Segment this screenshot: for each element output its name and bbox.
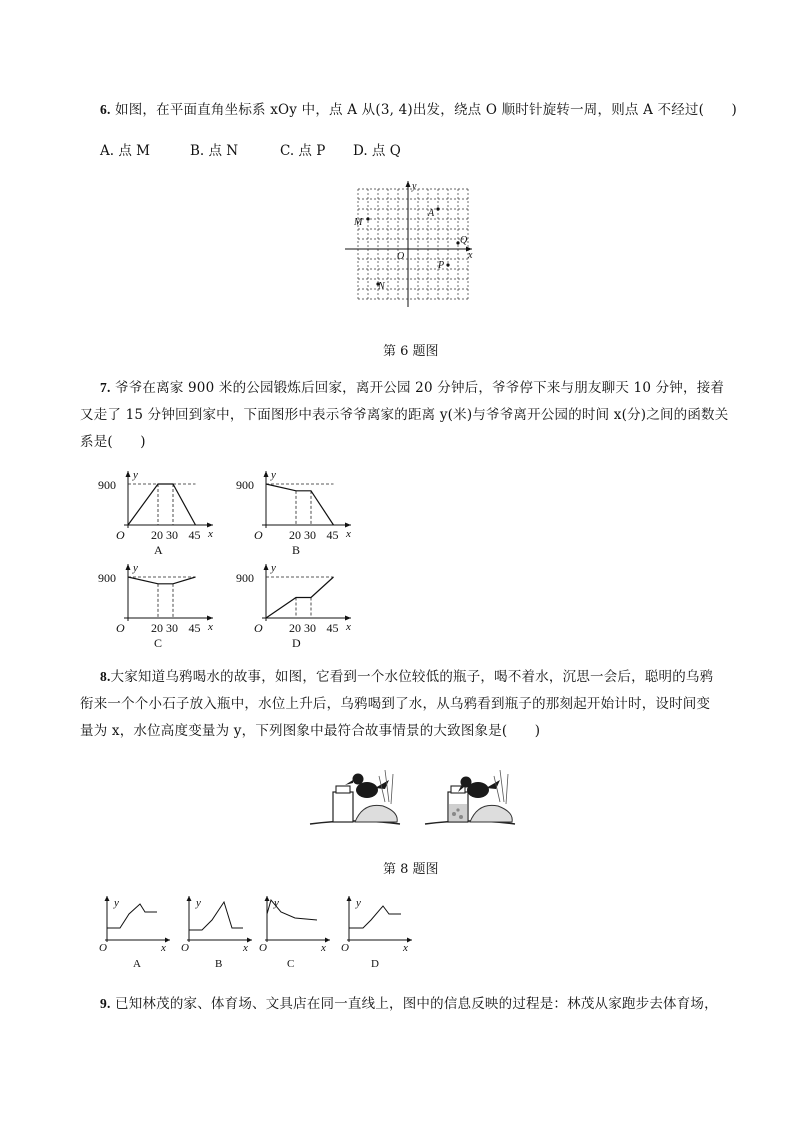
q7-b-option-label: B (292, 543, 301, 557)
q6-number: 6. (100, 102, 111, 117)
q8-b-x-label: x (243, 942, 248, 954)
q7-graph-b (236, 469, 351, 557)
q7-b-origin-label: O (254, 528, 263, 542)
bottle-icon (333, 792, 353, 822)
q7-b-x-label: x (346, 528, 351, 540)
q6-coordinate-figure (340, 175, 480, 310)
q7-d-function-line (266, 577, 334, 618)
q8-a-y-label: y (114, 897, 119, 909)
q7-d-x-tick-30: 30 (304, 621, 316, 635)
crow-scene-right (425, 770, 515, 824)
q6-point-m-label: M (354, 217, 363, 228)
q8-line-1 (100, 663, 760, 691)
q7-text-1: 爷爷在离家 900 米的公园锻炼后回家，离开公园 20 分钟后，爷爷停下来与朋友聊天 10 分钟，接着 (115, 380, 725, 396)
q6-point-m (366, 217, 369, 220)
q7-b-x-tick-45: 45 (326, 528, 339, 542)
q8-graph-b (181, 896, 252, 970)
q8-b-origin: O (181, 942, 189, 954)
q7-b-x-tick-30: 30 (304, 528, 316, 542)
q8-graph-d (341, 896, 412, 970)
q6-text: 如图，在平面直角坐标系 xOy 中，点 A 从(3, 4)出发，绕点 O 顺时针旋转一周，则点 A 不经过( ) (115, 102, 737, 118)
rock-icon (355, 805, 397, 822)
q8-a-x-label: x (161, 942, 166, 954)
q6-point-q-label: Q (460, 235, 468, 246)
q7-b-function-line (266, 484, 334, 525)
q8-c-x-label: x (321, 942, 326, 954)
q7-d-option-label: D (292, 636, 301, 650)
q7-a-y-label: y (133, 469, 138, 481)
q7-c-function-line (128, 577, 196, 584)
q7-a-y-tick-900: 900 (98, 478, 116, 492)
q7-d-y-tick-900: 900 (236, 571, 254, 585)
q8-crow-illustration (305, 762, 525, 832)
q7-stem (80, 374, 760, 456)
q8-d-y-label: y (356, 897, 361, 909)
q8-graph-a (99, 896, 170, 970)
q7-c-x-tick-20: 20 (151, 621, 163, 635)
q8-d-origin: O (341, 942, 349, 954)
q8-a-origin: O (99, 942, 107, 954)
q8-graph-c (259, 896, 330, 970)
q7-c-y-label: y (133, 562, 138, 574)
q8-line-3: 量为 x，水位高度变量为 y，下列图象中最符合故事情景的大致图象是( ) (80, 723, 541, 739)
q8-option-a: A (133, 958, 141, 970)
crow-icon (356, 782, 378, 798)
q8-c-y-label: y (274, 897, 279, 909)
q6-option-a: A. 点 M (100, 143, 150, 159)
q8-b-y-label: y (196, 897, 201, 909)
q8-number: 8. (100, 669, 111, 684)
q6-option-d: D. 点 Q (353, 143, 401, 159)
q6-point-a (436, 207, 439, 210)
q6-y-label: y (412, 181, 417, 192)
q6-option-b: B. 点 N (190, 143, 239, 159)
q8-stem (80, 663, 760, 745)
q7-a-x-tick-45: 45 (188, 528, 201, 542)
q7-a-x-arrow-icon (207, 523, 213, 528)
q7-d-y-arrow-icon (264, 564, 269, 570)
q8-d-x-label: x (403, 942, 408, 954)
rock-icon (470, 805, 512, 822)
q8-option-graphs (95, 890, 425, 970)
q7-c-y-tick-900: 900 (98, 571, 116, 585)
q6-point-n-label: N (378, 281, 385, 292)
q7-d-x-label: x (346, 621, 351, 633)
q8-option-b: B (215, 958, 223, 970)
q7-c-x-tick-45: 45 (188, 621, 201, 635)
q6-point-a-label: A (428, 208, 435, 219)
q7-a-x-label: x (208, 528, 213, 540)
q7-b-x-tick-20: 20 (289, 528, 301, 542)
q7-line-1 (100, 374, 760, 402)
q7-d-y-label: y (271, 562, 276, 574)
q6-x-label: x (468, 250, 473, 261)
q7-c-x-tick-30: 30 (166, 621, 178, 635)
q6-caption: 第 6 题图 (383, 344, 439, 359)
q9-stem (100, 990, 760, 1018)
q6-origin-label: O (397, 251, 405, 262)
q9-number: 9. (100, 996, 111, 1011)
q7-line-2: 又走了 15 分钟回到家中，下面图形中表示爷爷离家的距离 y(米)与爷爷离开公园的时间 x(分)之间的函数关 (80, 407, 729, 423)
q7-b-y-label: y (271, 469, 276, 481)
q7-b-y-tick-900: 900 (236, 478, 254, 492)
q6-stem (100, 96, 760, 124)
q7-d-x-arrow-icon (345, 616, 351, 621)
q7-c-x-arrow-icon (207, 616, 213, 621)
q7-graph-d (236, 562, 351, 650)
q7-graphs (95, 465, 370, 655)
q9-text: 已知林茂的家、体育场、文具店在同一直线上，图中的信息反映的过程是：林茂从家跑步去体育场， (115, 996, 718, 1012)
q7-a-function-line (128, 484, 196, 525)
q8-caption: 第 8 题图 (383, 862, 439, 877)
q6-point-p-label: P (438, 260, 445, 271)
q7-graph-c (98, 562, 213, 650)
q7-b-x-arrow-icon (345, 523, 351, 528)
q7-number: 7. (100, 380, 111, 395)
crow-scene-left (310, 770, 400, 824)
q7-d-x-tick-45: 45 (326, 621, 339, 635)
q7-graph-a (98, 469, 213, 557)
q6-y-arrow-icon (406, 181, 411, 187)
q7-line-3: 系是( ) (80, 434, 146, 450)
q7-a-y-arrow-icon (126, 471, 131, 477)
q7-d-origin-label: O (254, 621, 263, 635)
q7-b-y-arrow-icon (264, 471, 269, 477)
q7-c-origin-label: O (116, 621, 125, 635)
q7-c-x-label: x (208, 621, 213, 633)
q7-a-x-tick-20: 20 (151, 528, 163, 542)
q8-option-d: D (371, 958, 379, 970)
q6-point-p (446, 263, 449, 266)
q7-a-x-tick-30: 30 (166, 528, 178, 542)
q8-c-origin: O (259, 942, 267, 954)
q6-option-c: C. 点 P (280, 143, 326, 159)
q8-text-1: 大家知道乌鸦喝水的故事，如图，它看到一个水位较低的瓶子，喝不着水，沉思一会后，聪明的乌鸦 (110, 669, 714, 685)
q7-d-x-tick-20: 20 (289, 621, 301, 635)
q7-c-option-label: C (154, 636, 163, 650)
q8-line-2: 衔来一个个小石子放入瓶中，水位上升后，乌鸦喝到了水，从乌鸦看到瓶子的那刻起开始计时，设时间变 (80, 696, 711, 712)
q7-a-origin-label: O (116, 528, 125, 542)
q7-c-y-arrow-icon (126, 564, 131, 570)
q7-a-option-label: A (154, 543, 163, 557)
q8-option-c: C (287, 958, 295, 970)
